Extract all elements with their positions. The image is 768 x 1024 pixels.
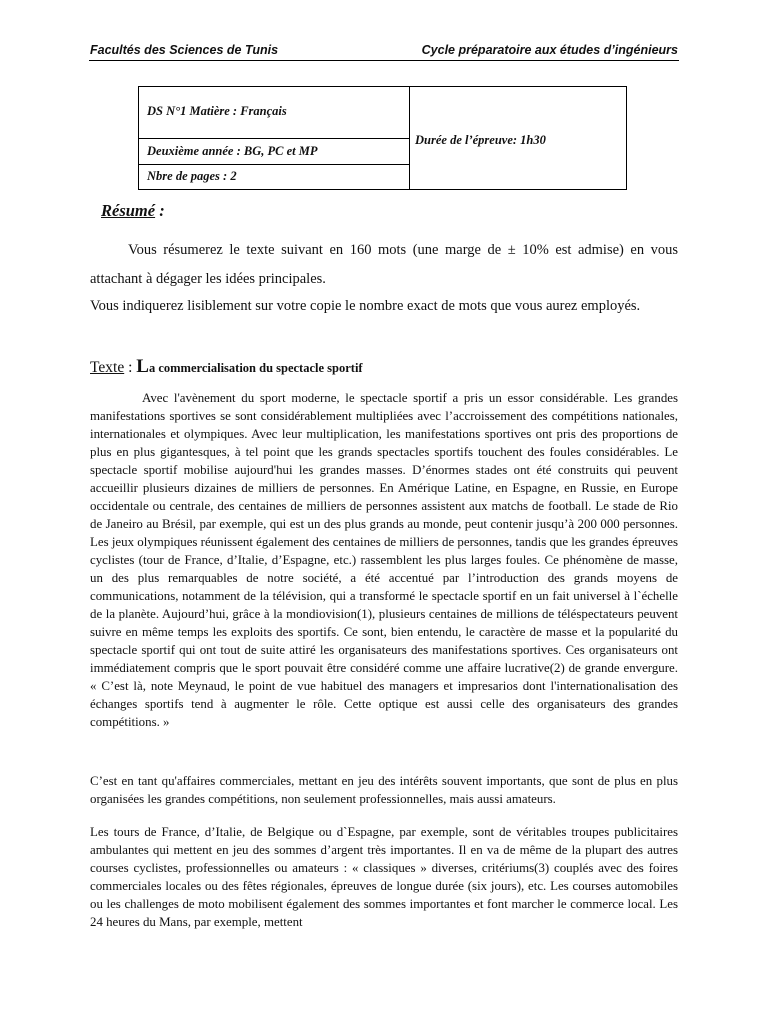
text-title-initial: L (136, 356, 149, 377)
header-institution: Facultés des Sciences de Tunis (90, 43, 279, 57)
exam-subject-cell: DS N°1 Matière : Français (139, 87, 409, 139)
text-label: Texte (90, 359, 125, 376)
exam-year-cell: Deuxième année : BG, PC et MP (139, 139, 409, 165)
exam-pages-cell: Nbre de pages : 2 (147, 169, 237, 183)
header-divider (89, 60, 679, 61)
exam-info-table (138, 86, 627, 190)
exam-duration-cell: Durée de l’épreuve: 1h30 (415, 133, 546, 147)
exam-info-left-column (139, 87, 410, 189)
text-paragraph-1: Avec l'avènement du sport moderne, le spectacle sportif a pris un essor considérable. Les grandes manifestations sportives se sont considérablement multipliées avec l’accroissement des compétitions nationales, internationales et olympiques. Avec leur multiplication, les manifestations sportives ont pris des proportions de plus en plus gigantesques, à tel point que les grands spectacles sportifs touchent des foules considérables. Le spectacle sportif mobilise aujourd'hui les grandes masses. D’énormes stades ont été construits qui peuvent accueillir plusieurs dizaines de milliers de personnes. En Amérique Latine, en Espagne, en Russie, en Europe occidentale ou centrale, des centaines de milliers de personnes assistent aux matchs de football. Le stade de Rio de Janeiro au Brésil, par exemple, qui est un des plus grands au monde, peut contenir jusqu’à 200 000 personnes. Les jeux olympiques réunissent également des centaines de milliers de personnes, tandis que les grandes épreuves cyclistes (tour de France, d’Italie, d’Espagne, etc.) rassemblent les plus larges foules. Ce phénomène de masse, un des plus remarquables de notre société, a été accentué par l’introduction des grands moyens de communications, notamment de la télévision, qui a transformé le spectacle sportif en un fait universel à l`échelle de la planète. Aujourd’hui, grâce à la mondiovision(1), plusieurs centaines de millions de téléspectateurs peuvent suivre en même temps les exploits des sportifs. Ce sont, bien entendu, le caractère de masse et la popularité du spectacle sportif qui ont tout de suite attiré les organisateurs des manifestations sportives. Ces organisateurs ont immédiatement compris que le sport pouvait être considéré comme une affaire lucrative(2) de grande envergure. « C’est là, note Meynaud, le point de vue habituel des managers et impresarios dont l'internationalisation des échanges sportifs tend à augmenter le rôle. Cette optique est aussi celle des organisateurs des grandes compétitions. » (90, 391, 678, 729)
text-title: a commercialisation du spectacle sportif (148, 361, 363, 375)
text-paragraph-3: Les tours de France, d’Italie, de Belgique ou d`Espagne, par exemple, sont de véritables troupes publicitaires ambulantes qui mettent en jeu des sommes d’argent très importantes. Il en va de même de la plupart des autres courses cyclistes, professionnelles ou amateurs : « classiques » diverses, critériums(3) couplés avec des foires commerciales locales ou des fêtes régionales, épreuves de longue durée (six jours), etc. Les courses automobiles ou les challenges de moto mobilisent également des sommes importantes et font marcher le commerce local. Les 24 heures du Mans, par exemple, mettent (90, 825, 678, 929)
page-header (90, 43, 678, 57)
resume-instruction-1: Vous résumerez le texte suivant en 160 mots (une marge de ± 10% est admise) en vous attachant à dégager les idées principales. (90, 242, 678, 287)
header-program: Cycle préparatoire aux études d’ingénieurs (421, 43, 678, 57)
resume-colon: : (155, 201, 165, 220)
resume-instruction-2: Vous indiquerez lisiblement sur votre copie le nombre exact de mots que vous aurez employés. (90, 298, 641, 314)
resume-title: Résumé (101, 201, 156, 220)
text-paragraph-2: C’est en tant qu'affaires commerciales, mettant en jeu des intérêts souvent importants, que sont de plus en plus organisées les grandes compétitions, non seulement professionnelles, mais aussi amateurs. (90, 774, 678, 806)
text-heading (90, 356, 363, 378)
resume-heading (101, 201, 165, 221)
text-separator: : (124, 359, 137, 376)
